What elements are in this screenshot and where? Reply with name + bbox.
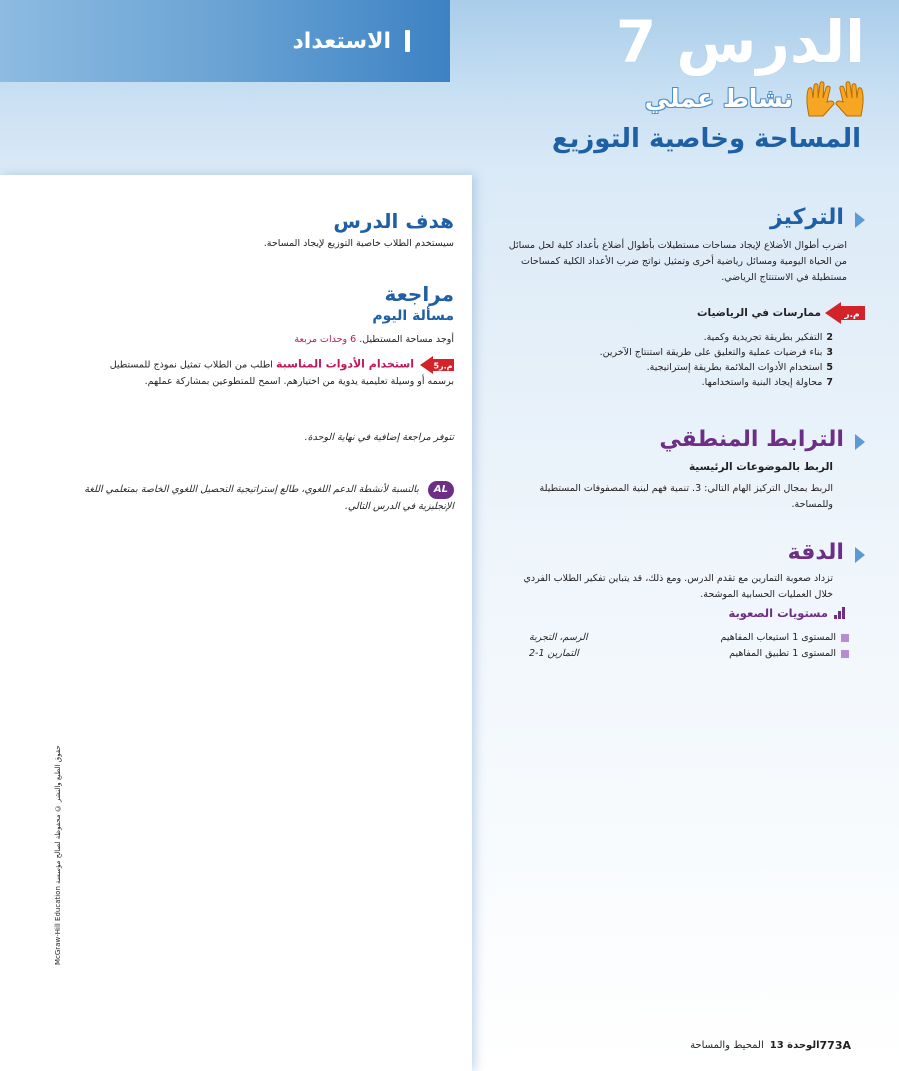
language-support-text: بالنسبة لأنشطة الدعم اللغوي، طالع إستراتيجية التحصيل اللغوي الخاصة بمتعلمي اللغة الإنجليزية في الدرس التالي. bbox=[84, 484, 454, 512]
practice-item: 7محاولة إيجاد البنية واستخدامها. bbox=[701, 377, 833, 388]
copyright-note: حقوق الطبع والنشر © محفوظة لصالح مؤسسة McGraw-Hill Education bbox=[54, 745, 62, 965]
problem-answer: 6 وحدات مربعة bbox=[294, 334, 357, 345]
level-right-cell: المستوى 1 استيعاب المفاهيم bbox=[721, 630, 850, 646]
level-left-cell: الرسم، التجربة bbox=[529, 632, 588, 643]
practices-heading: ممارسات في الرياضيات bbox=[696, 307, 821, 319]
al-badge: AL bbox=[428, 481, 454, 499]
hands-icon bbox=[803, 80, 867, 118]
problem-line bbox=[74, 332, 454, 348]
focus-heading: التركيز bbox=[769, 205, 844, 230]
prep-title: الاستعداد bbox=[292, 28, 391, 54]
triangle-marker-icon bbox=[855, 434, 865, 450]
practice-item: 3بناء فرضيات عملية والتعليق على طريقة استنتاج الآخرين. bbox=[599, 347, 833, 358]
level-icon bbox=[841, 650, 849, 658]
tools-badge-text: م.ر5 bbox=[433, 361, 453, 371]
level-right-cell: المستوى 1 تطبيق المفاهيم bbox=[729, 646, 849, 662]
rigor-heading-row bbox=[788, 540, 865, 565]
lesson-subtitle: المساحة وخاصية التوزيع bbox=[551, 124, 861, 154]
coherence-heading-row bbox=[659, 427, 865, 452]
rigor-body: تزداد صعوبة التمارين مع تقدم الدرس. ومع ذلك، قد يتباين تفكير الطلاب الفردي خلال العمليات الحسابية الموشحة. bbox=[523, 573, 833, 600]
practice-badge-text: م.ر bbox=[844, 310, 860, 320]
tools-paragraph bbox=[94, 356, 454, 390]
page-number: 773A bbox=[819, 1039, 851, 1052]
focus-body: اضرب أطوال الأضلاع لإيجاد مساحات مستطيلات بأطوال أضلاع بأعداد كلية لحل مسائل من الحياة اليومية ومسائل رياضية أخرى وتمثيل نواتج ضرب الأعداد الكلية كمساحات مستطيلة في الاستنتاج الرياضي. bbox=[508, 240, 847, 283]
coherence-subheading: الربط بالموضوعات الرئيسية bbox=[688, 461, 833, 473]
coherence-body: الربط بمجال التركيز الهام التالي: 3. تنمية فهم لبنية المصفوفات المستطيلة وللمساحة. bbox=[539, 483, 833, 510]
coherence-heading: الترابط المنطقي bbox=[659, 427, 844, 452]
triangle-marker-icon bbox=[855, 547, 865, 563]
bar-chart-icon bbox=[833, 607, 847, 619]
language-support bbox=[74, 481, 454, 515]
problem-heading: مسألة اليوم bbox=[372, 308, 454, 324]
unit-title: المحيط والمساحة bbox=[690, 1040, 764, 1051]
lesson-title: الدرس 7 bbox=[615, 8, 865, 76]
tools-label: استخدام الأدوات المناسبة bbox=[275, 357, 414, 371]
review-heading: مراجعة bbox=[384, 282, 454, 306]
level-icon bbox=[841, 634, 849, 642]
practice-item: 5استخدام الأدوات الملائمة بطريقة إستراتيجية. bbox=[646, 362, 833, 373]
practices-list bbox=[493, 330, 833, 390]
extra-review: تتوفر مراجعة إضافية في نهاية الوحدة. bbox=[304, 432, 454, 443]
practice-badge-icon bbox=[420, 356, 454, 374]
practice-item: 2التفكير بطريقة تجريدية وكمية. bbox=[703, 332, 833, 343]
practice-badge-icon bbox=[825, 302, 865, 324]
activity-label: نشاط عملي bbox=[644, 84, 793, 113]
levels-heading: مستويات الصعوبة bbox=[728, 606, 828, 620]
focus-heading-row bbox=[770, 205, 865, 230]
level-row bbox=[529, 646, 849, 662]
level-row bbox=[529, 630, 849, 646]
prep-bar bbox=[0, 0, 450, 82]
footer bbox=[690, 1039, 865, 1052]
prep-marker bbox=[405, 30, 410, 52]
rigor-heading: الدقة bbox=[787, 540, 844, 565]
levels-heading-row bbox=[728, 606, 847, 620]
unit-label: الوحدة 13 bbox=[769, 1040, 820, 1051]
level-left-cell: التمارين 1-2 bbox=[529, 648, 579, 659]
objective-heading: هدف الدرس bbox=[333, 209, 454, 233]
problem-text: أوجد مساحة المستطيل. bbox=[359, 334, 454, 345]
tools-text: اطلب من الطلاب تمثيل نموذج للمستطيل برسمه أو وسيلة تعليمية يدوية من اختيارهم. اسمح للمتطوعين بمشاركة عملهم. bbox=[109, 359, 454, 387]
levels-table bbox=[529, 630, 849, 662]
practices-heading-row bbox=[697, 302, 865, 324]
objective-body: سيستخدم الطلاب خاصية التوزيع لإيجاد المساحة. bbox=[263, 238, 454, 249]
triangle-marker-icon bbox=[855, 212, 865, 228]
